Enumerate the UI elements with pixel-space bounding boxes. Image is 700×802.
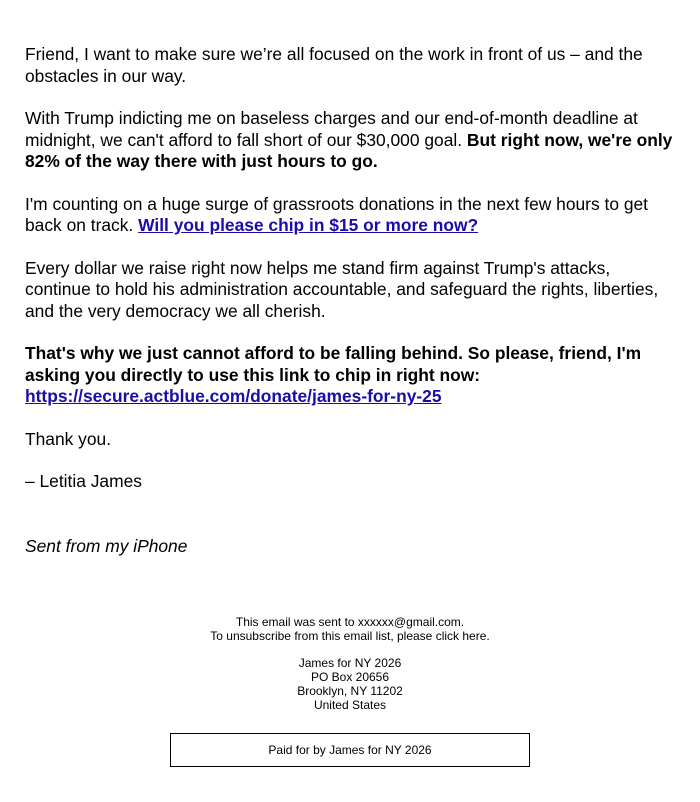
footer-notice	[0, 615, 700, 643]
paragraph-intro: Friend, I want to make sure we’re all focused on the work in front of us – and the obstacles in our way.	[25, 44, 643, 86]
sent-to-prefix: This email was sent to	[235, 615, 355, 629]
chip-in-link[interactable]: Will you please chip in $15 or more now?	[138, 215, 479, 235]
unsubscribe-prefix: To unsubscribe from this email list, please	[210, 629, 433, 643]
paragraph-ask	[25, 194, 675, 237]
deadline-text: With Trump indicting me on baseless charges and our end-of-month deadline at midnight, we can't afford to fall short of our $30,000 goal.	[25, 108, 638, 150]
address-country: United States	[313, 698, 387, 712]
donate-url-link[interactable]: https://secure.actblue.com/donate/james-for-ny-25	[25, 386, 442, 406]
thank-you: Thank you.	[25, 428, 112, 449]
deadline-bold-text: But right now, we're only 82% of the way there with just hours to go.	[25, 129, 673, 171]
email-footer	[0, 615, 700, 725]
signature: – Letitia James	[25, 471, 142, 491]
email-body	[25, 44, 675, 578]
paragraph-every-dollar: Every dollar we raise right now helps me stand firm against Trump's attacks, continue to hold his administration accountable, and safeguard the rights, liberties, and the very democracy we all cherish.	[25, 257, 659, 321]
unsubscribe-link[interactable]: click here	[435, 629, 487, 643]
paragraph-direct-ask	[25, 343, 675, 408]
address-city: Brooklyn, NY 11202	[297, 684, 403, 698]
paragraph-deadline	[25, 108, 675, 173]
paid-for-disclaimer: Paid for by James for NY 2026	[170, 733, 530, 767]
recipient-email-link[interactable]: xxxxxx@gmail.com	[357, 615, 461, 629]
sent-to-suffix: .	[460, 615, 465, 629]
direct-ask-bold-text: That's why we just cannot afford to be falling behind. So please, friend, I'm asking you directly to use this link to chip in right now:	[25, 343, 642, 385]
address-org: James for NY 2026	[298, 656, 402, 670]
unsubscribe-suffix: .	[486, 629, 490, 643]
ask-text: I'm counting on a huge surge of grassroots donations in the next few hours to get back on track.	[25, 193, 649, 235]
mailing-address	[0, 656, 700, 712]
address-po-box: PO Box 20656	[310, 670, 390, 684]
sent-from-iphone: Sent from my iPhone	[25, 535, 188, 556]
